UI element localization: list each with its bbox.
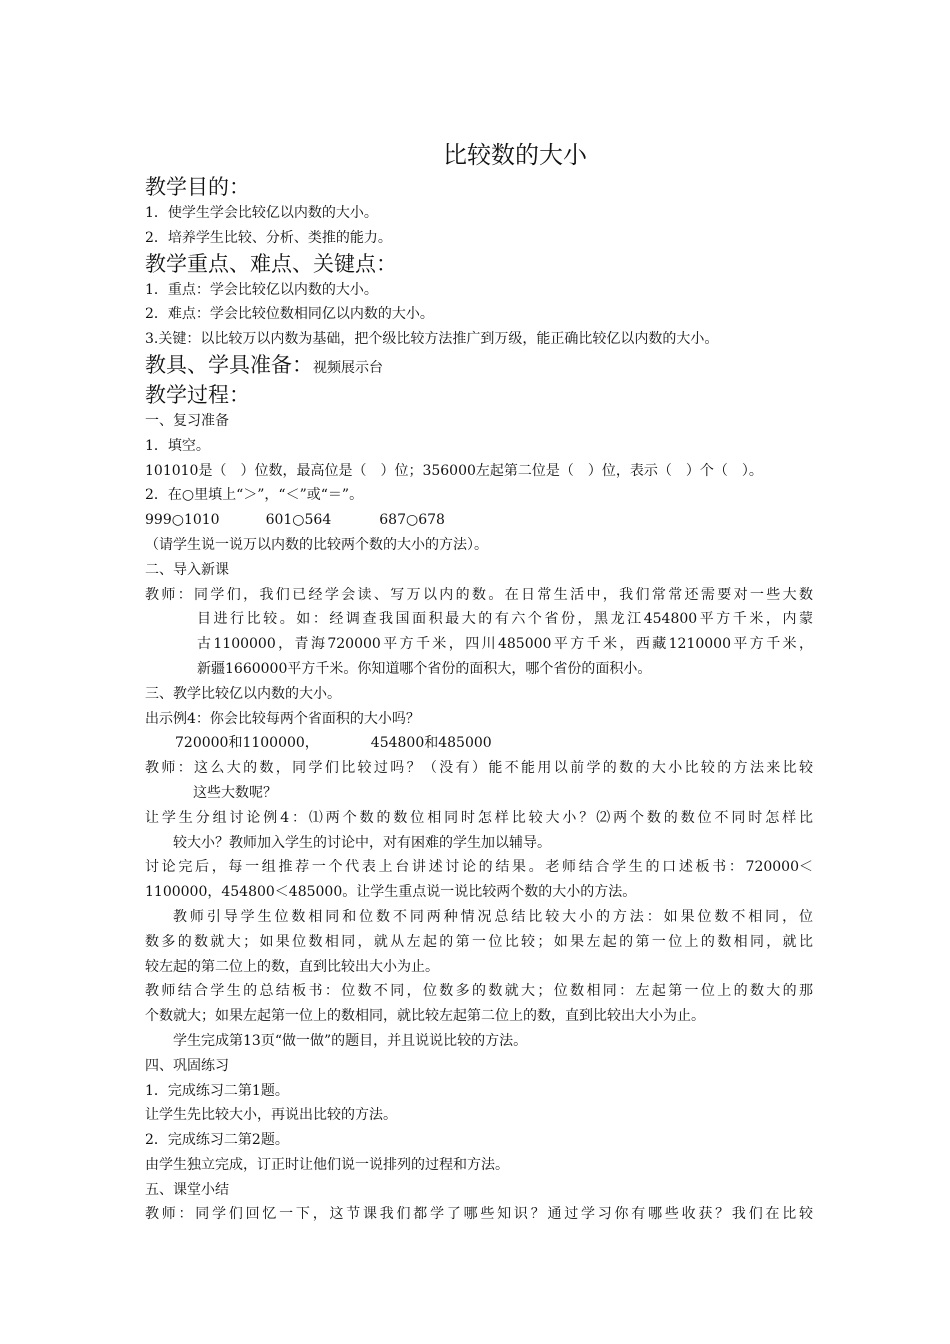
key-point-1: 1．重点：学会比较亿以内数的大小。 (145, 281, 378, 298)
key-point-2: 2．难点：学会比较位数相同亿以内数的大小。 (145, 306, 434, 323)
part1-line-2: 101010是（ ）位数，最高位是（ ）位；356000左起第二位是（ ）位，表示（ ）个（ ）。 (145, 462, 763, 479)
part1-title: 一、复习准备 (145, 412, 229, 429)
part4-line-2: 让学生先比较大小，再说出比较的方法。 (145, 1107, 397, 1124)
part3-rule-a: 教师结合学生的总结板书：位数不同，位数多的数就大；位数相同：左起第一位上的数大的那 (145, 983, 813, 1000)
part2-line-2: 目进行比较。如：经调查我国面积最大的有六个省份，黑龙江454800平方千米，内蒙 (197, 611, 813, 628)
part4-line-1: 1．完成练习二第1题。 (145, 1082, 289, 1099)
compare-3: 687○678 (379, 512, 445, 529)
objective-1: 1．使学生学会比较亿以内数的大小。 (145, 205, 378, 221)
part2-line-4: 新疆1660000平方千米。你知道哪个省份的面积大，哪个省份的面积小。 (197, 660, 652, 677)
part3-board-b: 1100000，454800＜485000。让学生重点说一说比较两个数的大小的方法。 (145, 884, 637, 901)
part3-board-a: 讨论完后，每一组推荐一个代表上台讲述讨论的结果。老师结合学生的口述板书：720000＜ (145, 859, 813, 876)
part3-teacher-1b: 这些大数呢？ (193, 784, 277, 801)
heading-materials-label: 教具、学具准备： (145, 352, 313, 377)
part3-title: 三、教学比较亿以内数的大小。 (145, 685, 341, 702)
compare-2: 601○564 (265, 512, 332, 529)
pair-2: 454800和485000 (370, 735, 492, 752)
part2-title: 二、导入新课 (145, 561, 229, 578)
part3-summary-b: 数多的数就大；如果位数相同，就从左起的第一位比较；如果左起的第一位上的数相同，就比 (145, 933, 813, 950)
part3-exercise: 学生完成第13页“做一做”的题目，并且说说比较的方法。 (173, 1032, 528, 1049)
part1-compare-row (145, 508, 813, 533)
heading-process: 教学过程： (145, 382, 250, 407)
part4-line-4: 由学生独立完成，订正时让他们说一说排列的过程和方法。 (145, 1156, 509, 1173)
part4-line-3: 2．完成练习二第2题。 (145, 1132, 289, 1149)
part3-example: 出示例4：你会比较每两个省面积的大小吗？ (145, 710, 420, 727)
part3-rule-b: 个数就大；如果左起第一位上的数相同，就比较左起第二位上的数，直到比较出大小为止。 (145, 1008, 705, 1025)
part4-title: 四、巩固练习 (145, 1057, 229, 1074)
heading-objectives: 教学目的： (145, 175, 250, 199)
part5-line-1: 教师：同学们回忆一下，这节课我们都学了哪些知识？通过学习你有哪些收获？我们在比较 (145, 1206, 813, 1223)
objective-2: 2．培养学生比较、分析、类推的能力。 (145, 229, 392, 246)
heading-materials (145, 352, 813, 382)
part2-line-1: 教师：同学们，我们已经学会读、写万以内的数。在日常生活中，我们常常还需要对一些大数 (145, 586, 813, 603)
part3-summary-a: 教师引导学生位数相同和位数不同两种情况总结比较大小的方法：如果位数不相同，位 (173, 908, 813, 925)
part3-summary-c: 较左起的第二位上的数，直到比较出大小为止。 (145, 958, 439, 975)
document-body (145, 174, 813, 1227)
part1-line-3: 2．在○里填上“＞”，“＜”或“＝”。 (145, 487, 364, 504)
part1-line-5: （请学生说一说万以内数的比较两个数的大小的方法）。 (145, 536, 488, 553)
compare-1: 999○1010 (145, 512, 220, 529)
part3-discuss-b: 较大小？教师加入学生的讨论中，对有困难的学生加以辅导。 (173, 834, 551, 851)
part5-title: 五、课堂小结 (145, 1181, 229, 1198)
part3-discuss-a: 让学生分组讨论例4：⑴两个数的数位相同时怎样比较大小？⑵两个数的数位不同时怎样比 (145, 809, 813, 826)
part1-line-1: 1．填空。 (145, 437, 210, 454)
heading-key-points: 教学重点、难点、关键点： (145, 251, 397, 276)
part3-pairs (145, 731, 813, 756)
page-title: 比较数的大小 (443, 141, 587, 169)
pair-1: 720000和1100000， (175, 735, 319, 752)
part3-teacher-1a: 教师：这么大的数，同学们比较过吗？（没有）能不能用以前学的数的大小比较的方法来比较 (145, 760, 813, 777)
part2-line-3: 古1100000，青海720000平方千米，四川485000平方千米，西藏1210000平方千米， (197, 636, 813, 653)
key-point-3: 3.关键：以比较万以内数为基础，把个级比较方法推广到万级，能正确比较亿以内数的大小。 (145, 331, 719, 348)
materials-value: 视频展示台 (313, 359, 383, 376)
